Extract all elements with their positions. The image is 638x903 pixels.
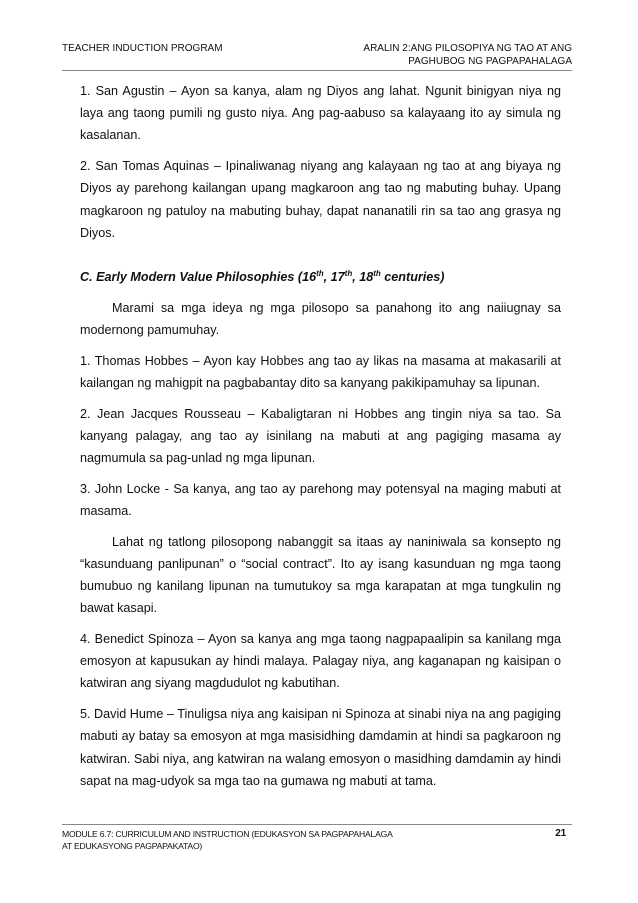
header-lesson-title-line2: PAGHUBOG NG PAGPAPAHALAGA bbox=[408, 56, 572, 67]
header-divider bbox=[62, 70, 572, 71]
paragraph-locke: 3. John Locke - Sa kanya, ang tao ay parehong may potensyal na maging mabuti at masama. bbox=[80, 481, 561, 519]
paragraph-spinoza: 4. Benedict Spinoza – Ayon sa kanya ang mga taong nagpapaalipin sa kanilang mga emosyon at kapusukan ay hindi malaya. Palagay niya, ang kaganapan ng kaisipan o katwiran ang siyang magdudulot ng kabutihan. bbox=[80, 632, 561, 691]
footer-module-title bbox=[62, 828, 452, 852]
paragraph-intro: Marami sa mga ideya ng mga pilosopo sa panahong ito ang naiiugnay sa modernong pamumuhay. bbox=[80, 300, 561, 338]
footer-module-title-line2: AT EDUKASYONG PAGPAPAKATAO) bbox=[62, 841, 203, 851]
footer-divider bbox=[62, 824, 572, 825]
footer-module-title-line1: MODULE 6.7: CURRICULUM AND INSTRUCTION (EDUKASYON SA PAGPAPAHALAGA bbox=[62, 829, 393, 839]
page-number: 21 bbox=[555, 828, 566, 839]
page-body bbox=[80, 80, 561, 800]
page-footer bbox=[62, 828, 572, 852]
header-lesson-title-line1: ARALIN 2:ANG PILOSOPIYA NG TAO AT ANG bbox=[363, 43, 572, 54]
paragraph-hume: 5. David Hume – Tinuligsa niya ang kaisipan ni Spinoza at sinabi niya na ang pagiging mabuti ay batay sa emosyon at mga masisidhing damdamin at hindi sa pagkaroon ng katwiran. Sabi niya, ang katwiran na walang emosyon o masidhing damdamin ay hindi sapat na mag-udyok sa mga tao na gumawa ng mabuti at tama. bbox=[80, 707, 561, 788]
paragraph-rousseau: 2. Jean Jacques Rousseau – Kabaligtaran ni Hobbes ang tingin niya sa tao. Sa kanyang palagay, ang tao ay isinilang na mabuti at ang pagiging masama ay nagmumula sa pag-unlad ng mga lipunan. bbox=[80, 406, 561, 466]
paragraph-san-agustin: 1. San Agustin – Ayon sa kanya, alam ng Diyos ang lahat. Ngunit binigyan niya ng laya ang taong pumili ng gusto niya. Ang pag-aabuso sa kalayaang ito ay simula ng kasalanan. bbox=[80, 84, 561, 143]
paragraph-social-contract: Lahat ng tatlong pilosopong nabanggit sa itaas ay naniniwala sa konsepto ng “kasunduang panlipunan” o “social contract”. Ito ay isang kasunduan ng mga taong bumubuo ng kanilang lipunan na tumutukoy sa mga karapatan at mga tungkulin ng bawat kasapi. bbox=[80, 534, 561, 616]
section-heading: C. Early Modern Value Philosophies (16th, 17th, 18th centuries) bbox=[80, 268, 445, 284]
header-lesson-title bbox=[363, 42, 572, 68]
paragraph-hobbes: 1. Thomas Hobbes – Ayon kay Hobbes ang tao ay likas na masama at makasarili at kailangan ng mahigpit na pagbabantay dito sa kanyang pakikipamuhay sa lipunan. bbox=[80, 353, 561, 391]
header-program-title: TEACHER INDUCTION PROGRAM bbox=[62, 43, 223, 54]
paragraph-san-tomas-aquinas: 2. San Tomas Aquinas – Ipinaliwanag niyang ang kalayaan ng tao at ang biyaya ng Diyos ay parehong kailangan upang magkaroon ang tao ng mabuting buhay. Upang magkaroon ng patuloy na mabuting buhay, dapat nananatili rin sa tao ang grasya ng Diyos. bbox=[80, 159, 561, 240]
